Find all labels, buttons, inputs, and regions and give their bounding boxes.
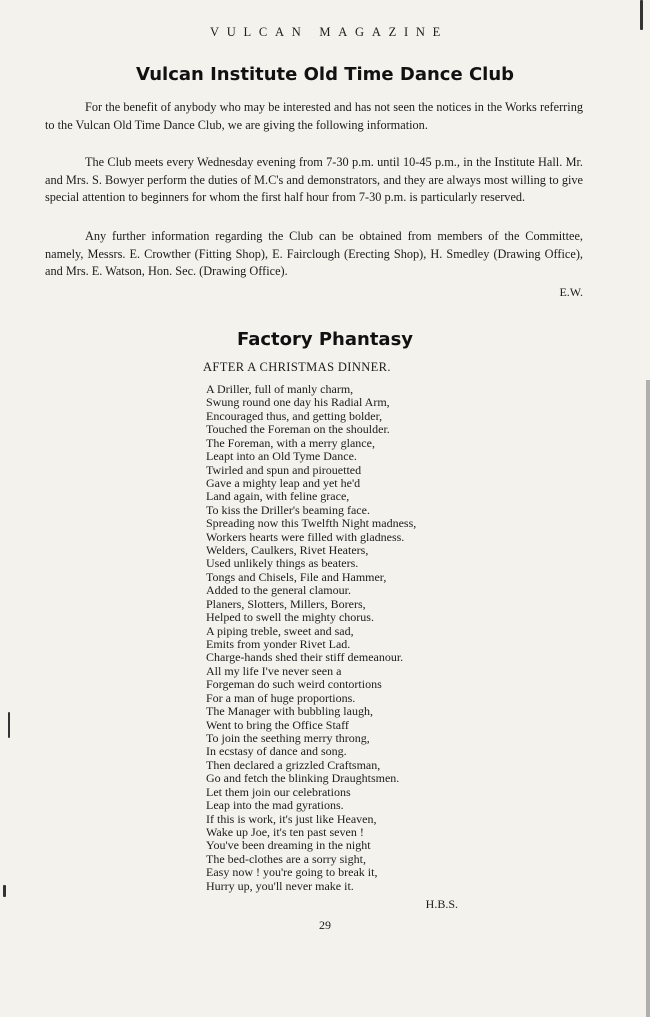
poem-line: Wake up Joe, it's ten past seven !	[206, 824, 364, 839]
poem-line: Went to bring the Office Staff	[206, 717, 349, 732]
binding-mark	[646, 380, 650, 1017]
poem-line: To join the seething merry throng,	[206, 730, 370, 745]
poem-line: A piping treble, sweet and sad,	[206, 623, 354, 638]
poem-line: Planers, Slotters, Millers, Borers,	[206, 596, 366, 611]
dance-club-paragraph-2	[45, 154, 583, 207]
poem-line: Emits from yonder Rivet Lad.	[206, 637, 351, 652]
poem-line: For a man of huge proportions.	[206, 690, 356, 705]
page-number: 29	[319, 918, 331, 932]
poem-subtitle: AFTER A CHRISTMAS DINNER.	[203, 360, 391, 374]
poem-line: Hurry up, you'll never make it.	[206, 878, 354, 893]
poem-line: Spreading now this Twelfth Night madness,	[206, 516, 417, 531]
poem-line: Swung round one day his Radial Arm,	[206, 395, 390, 410]
poem-line: In ecstasy of dance and song.	[206, 744, 347, 759]
article-title-factory-phantasy: Factory Phantasy	[236, 329, 414, 350]
poem-line: Touched the Foreman on the shoulder.	[206, 422, 390, 437]
article-title-dance-club: Vulcan Institute Old Time Dance Club	[135, 64, 515, 85]
poem-line: Charge-hands shed their stiff demeanour.	[206, 650, 404, 665]
poem-line: Encouraged thus, and getting bolder,	[206, 408, 383, 423]
binding-mark	[8, 712, 10, 738]
poem-line: Added to the general clamour.	[206, 583, 351, 598]
poem-line: Workers hearts were filled with gladness.	[206, 529, 405, 544]
poem-line: Used unlikely things as beaters.	[206, 556, 359, 571]
poem-line: Welders, Caulkers, Rivet Heaters,	[206, 543, 369, 558]
poem-line: Twirled and spun and pirouetted	[206, 462, 362, 477]
poem-line: The bed-clothes are a sorry sight,	[206, 851, 366, 866]
poem-line: Tongs and Chisels, File and Hammer,	[206, 569, 387, 584]
dance-club-signature: E.W.	[559, 285, 583, 299]
dance-club-paragraph-1	[45, 99, 583, 134]
poem-line: You've been dreaming in the night	[206, 838, 371, 853]
poem-line: The Foreman, with a merry glance,	[206, 435, 375, 450]
poem-line: Land again, with feline grace,	[206, 489, 350, 504]
paragraph-text: The Club meets every Wednesday evening from 7-30 p.m. until 10-45 p.m., in the Institute Hall. Mr. and Mrs. S. Bowyer perform the duties of M.C's and demonstrators, and they are always most willing to give special attention to beginners for whom the first half hour from 7-30 p.m. is particularly reserved.	[45, 155, 583, 205]
poem-line: Leap into the mad gyrations.	[206, 798, 344, 813]
dance-club-paragraph-3	[45, 228, 583, 281]
poem-line: If this is work, it's just like Heaven,	[206, 811, 377, 826]
masthead: VULCAN MAGAZINE	[209, 25, 449, 39]
poem-line: To kiss the Driller's beaming face.	[206, 502, 370, 517]
poem-line: Then declared a grizzled Craftsman,	[206, 757, 381, 772]
poem-line: Helped to swell the mighty chorus.	[206, 610, 374, 625]
paragraph-text: For the benefit of anybody who may be interested and has not seen the notices in the Works referring to the Vulcan Old Time Dance Club, we are giving the following information.	[45, 100, 583, 132]
binding-mark	[640, 0, 643, 30]
poem-body	[206, 383, 416, 893]
poem-line: The Manager with bubbling laugh,	[206, 704, 373, 719]
binding-mark	[3, 885, 6, 897]
poem-line: Let them join our celebrations	[206, 784, 351, 799]
poem-signature: H.B.S.	[425, 897, 458, 911]
paragraph-text: Any further information regarding the Club can be obtained from members of the Committee, namely, Messrs. E. Crowther (Fitting Shop), E. Fairclough (Erecting Shop), H. Smedley (Drawing Office), and Mrs. E. Watson, Hon. Sec. (Drawing Office).	[45, 229, 583, 279]
poem-line: Go and fetch the blinking Draughtsmen.	[206, 771, 400, 786]
poem-line: A Driller, full of manly charm,	[206, 382, 354, 396]
poem-line: Forgeman do such weird contortions	[206, 677, 382, 692]
poem-line: Gave a mighty leap and yet he'd	[206, 475, 361, 490]
poem-line: Leapt into an Old Tyme Dance.	[206, 449, 357, 464]
poem-line: Easy now ! you're going to break it,	[206, 865, 378, 880]
poem-line: All my life I've never seen a	[206, 663, 342, 678]
